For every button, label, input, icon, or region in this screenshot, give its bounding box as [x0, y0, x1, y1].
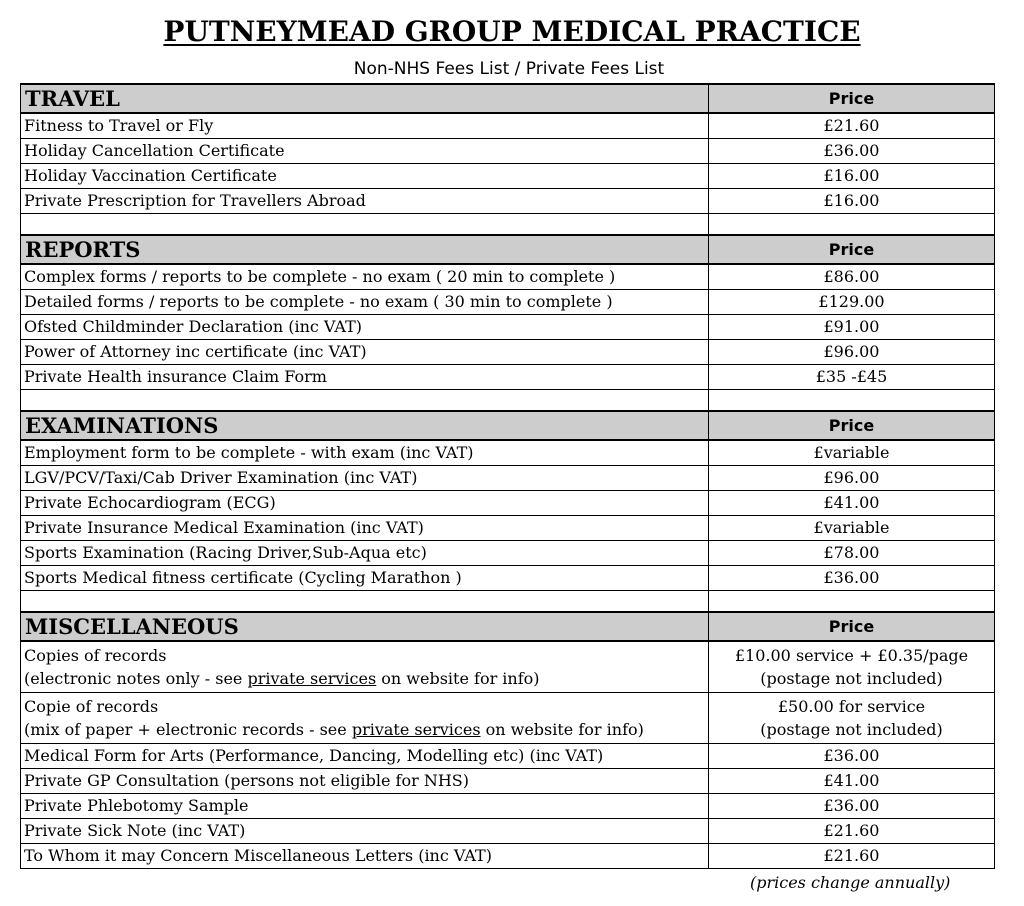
fee-price-line1: £10.00 service + £0.35/page [734, 646, 969, 665]
fee-price: £96.00 [709, 466, 995, 491]
fee-price: £91.00 [709, 315, 995, 340]
price-column-header: Price [709, 235, 995, 264]
table-row [21, 340, 995, 365]
table-row [21, 164, 995, 189]
fee-price: £129.00 [709, 290, 995, 315]
page-title-text: PUTNEYMEAD GROUP MEDICAL PRACTICE [163, 15, 861, 48]
fee-price [709, 693, 995, 744]
fee-name: Detailed forms / reports to be complete - no exam ( 30 min to complete ) [21, 290, 709, 315]
fee-price: £41.00 [709, 491, 995, 516]
table-row [21, 189, 995, 214]
section-header-travel [21, 84, 995, 113]
empty-cell [21, 214, 709, 236]
private-services-link[interactable]: private services [351, 720, 481, 739]
fee-name: Private Echocardiogram (ECG) [21, 491, 709, 516]
empty-cell [709, 390, 995, 412]
fee-price: £21.60 [709, 844, 995, 869]
fee-name: Private Sick Note (inc VAT) [21, 819, 709, 844]
table-row [21, 290, 995, 315]
fee-name [21, 693, 709, 744]
table-row [21, 541, 995, 566]
table-row [21, 744, 995, 769]
table-row [21, 566, 995, 591]
table-row [21, 794, 995, 819]
table-row [21, 819, 995, 844]
fee-name: To Whom it may Concern Miscellaneous Letters (inc VAT) [21, 844, 709, 869]
empty-cell [21, 591, 709, 613]
fee-price: £variable [709, 440, 995, 466]
section-header-examinations [21, 411, 995, 440]
fee-price: £16.00 [709, 189, 995, 214]
fee-name: Fitness to Travel or Fly [21, 113, 709, 139]
fee-name: Sports Medical fitness certificate (Cycling Marathon ) [21, 566, 709, 591]
fee-price: £21.60 [709, 113, 995, 139]
fee-name-line2-post: on website for info) [480, 720, 644, 739]
table-row [21, 844, 995, 869]
fee-price: £86.00 [709, 264, 995, 290]
section-header-reports [21, 235, 995, 264]
page-title [0, 14, 1024, 50]
empty-cell [709, 214, 995, 236]
spacer-row [21, 214, 995, 236]
table-row [21, 516, 995, 541]
table-row [21, 315, 995, 340]
table-row [21, 466, 995, 491]
prices-change-note: (prices change annually) [750, 873, 951, 892]
fee-price-line2: (postage not included) [760, 669, 943, 688]
fee-price-line1: £50.00 for service [777, 697, 926, 716]
price-column-header: Price [709, 84, 995, 113]
fee-name: LGV/PCV/Taxi/Cab Driver Examination (inc VAT) [21, 466, 709, 491]
fee-name: Private Prescription for Travellers Abroad [21, 189, 709, 214]
table-row [21, 264, 995, 290]
fee-price: £36.00 [709, 139, 995, 164]
fee-name-line2-post: on website for info) [376, 669, 540, 688]
fee-name [21, 641, 709, 693]
price-column-header: Price [709, 612, 995, 641]
table-row [21, 139, 995, 164]
fee-name-line1: Copie of records [24, 697, 159, 716]
fee-price: £96.00 [709, 340, 995, 365]
fee-name: Private Health insurance Claim Form [21, 365, 709, 390]
table-row [21, 113, 995, 139]
empty-cell [709, 591, 995, 613]
section-title: REPORTS [21, 235, 709, 264]
fee-price: £16.00 [709, 164, 995, 189]
empty-cell [21, 390, 709, 412]
table-row [21, 769, 995, 794]
fee-price: £36.00 [709, 744, 995, 769]
section-title: TRAVEL [21, 84, 709, 113]
section-header-miscellaneous [21, 612, 995, 641]
fee-name: Sports Examination (Racing Driver,Sub-Aqua etc) [21, 541, 709, 566]
spacer-row [21, 390, 995, 412]
fee-name-line1: Copies of records [24, 646, 167, 665]
table-row [21, 440, 995, 466]
section-title: EXAMINATIONS [21, 411, 709, 440]
fee-name: Private GP Consultation (persons not eligible for NHS) [21, 769, 709, 794]
fee-name: Employment form to be complete - with exam (inc VAT) [21, 440, 709, 466]
fee-price: £78.00 [709, 541, 995, 566]
fee-name: Private Insurance Medical Examination (inc VAT) [21, 516, 709, 541]
fees-table [20, 83, 995, 869]
fee-price: £41.00 [709, 769, 995, 794]
fee-name-line2-pre: (electronic notes only - see [24, 669, 248, 688]
fee-name: Medical Form for Arts (Performance, Dancing, Modelling etc) (inc VAT) [21, 744, 709, 769]
fee-name: Complex forms / reports to be complete - no exam ( 20 min to complete ) [21, 264, 709, 290]
fee-price: £36.00 [709, 794, 995, 819]
price-column-header: Price [709, 411, 995, 440]
section-title: MISCELLANEOUS [21, 612, 709, 641]
page-subtitle: Non-NHS Fees List / Private Fees List [353, 59, 665, 79]
fee-name: Private Phlebotomy Sample [21, 794, 709, 819]
fee-price: £36.00 [709, 566, 995, 591]
fee-price: £21.60 [709, 819, 995, 844]
fee-name: Ofsted Childminder Declaration (inc VAT) [21, 315, 709, 340]
fee-price-line2: (postage not included) [760, 720, 943, 739]
fee-price: £35 -£45 [709, 365, 995, 390]
fee-name-line2-pre: (mix of paper + electronic records - see [24, 720, 352, 739]
spacer-row [21, 591, 995, 613]
fee-price: £variable [709, 516, 995, 541]
fee-name: Power of Attorney inc certificate (inc VAT) [21, 340, 709, 365]
private-services-link[interactable]: private services [247, 669, 377, 688]
table-row [21, 693, 995, 744]
table-row [21, 641, 995, 693]
fee-name: Holiday Vaccination Certificate [21, 164, 709, 189]
table-row [21, 365, 995, 390]
fee-price [709, 641, 995, 693]
fee-name: Holiday Cancellation Certificate [21, 139, 709, 164]
table-row [21, 491, 995, 516]
